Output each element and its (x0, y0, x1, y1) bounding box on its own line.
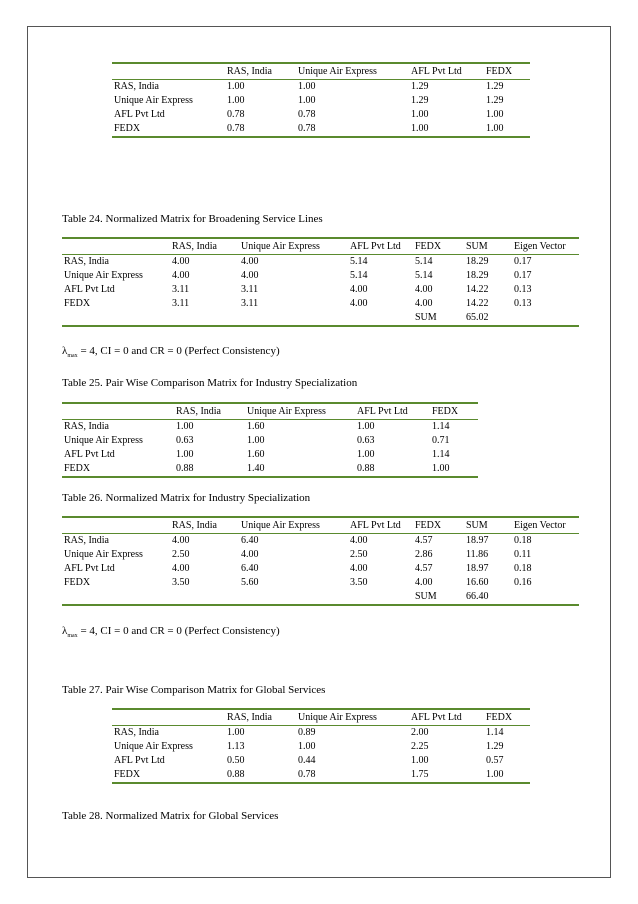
lambda-symbol: λ (62, 345, 68, 357)
table-cell: 1.00 (298, 741, 316, 752)
table-cell (239, 311, 348, 326)
table-cell: 0.18 (514, 535, 532, 546)
table-cell: 2.50 (350, 549, 368, 560)
table-row (62, 562, 579, 576)
table-row (112, 726, 530, 741)
table27-caption: Table 27. Pair Wise Comparison Matrix for Global Services (62, 684, 326, 696)
table-cell: 2.50 (172, 549, 190, 560)
column-header: AFL Pvt Ltd (411, 712, 462, 723)
table-cell: 1.13 (227, 741, 245, 752)
table-cell: 4.00 (415, 298, 433, 309)
table-cell: 1.00 (247, 435, 265, 446)
matrix-table-table25 (62, 402, 478, 478)
table-cell: 1.00 (357, 421, 375, 432)
table-cell: 1.60 (247, 449, 265, 460)
table-row (62, 576, 579, 590)
column-header (62, 517, 170, 534)
table-cell: 0.63 (176, 435, 194, 446)
table-cell: 5.60 (241, 577, 259, 588)
table-cell: 4.00 (172, 270, 190, 281)
row-label: Unique Air Express (64, 435, 143, 446)
column-header: FEDX (432, 406, 459, 417)
table-cell: 1.00 (411, 109, 429, 120)
table-cell: 5.14 (350, 256, 368, 267)
column-header: Unique Air Express (247, 406, 326, 417)
row-label: FEDX (114, 123, 141, 134)
table-cell: 0.71 (432, 435, 450, 446)
table-row (112, 768, 530, 783)
matrix-table-table26 (62, 516, 579, 606)
table26-caption: Table 26. Normalized Matrix for Industry Specialization (62, 492, 311, 504)
table-cell: 1.14 (432, 449, 450, 460)
header-row (112, 63, 530, 80)
table24-caption: Table 24. Normalized Matrix for Broadening Service Lines (62, 213, 323, 225)
table-row (62, 311, 579, 326)
table-cell: 1.29 (411, 95, 429, 106)
table-cell: 0.50 (227, 755, 245, 766)
column-header: Unique Air Express (241, 241, 320, 252)
table-cell: 3.11 (241, 284, 259, 295)
column-header: AFL Pvt Ltd (357, 406, 408, 417)
table-cell: 1.00 (432, 463, 450, 474)
column-header: RAS, India (172, 241, 217, 252)
table-cell: 3.11 (241, 298, 259, 309)
header-row (62, 403, 478, 420)
row-label: RAS, India (64, 421, 109, 432)
lambda-subscript: max (67, 633, 78, 640)
row-label: AFL Pvt Ltd (114, 109, 165, 120)
table-cell: 1.00 (227, 95, 245, 106)
table-cell: 0.78 (298, 769, 316, 780)
table-cell: 65.02 (466, 312, 489, 323)
table-cell: 4.00 (350, 535, 368, 546)
table-cell: 4.00 (350, 284, 368, 295)
table-row (62, 255, 579, 270)
table-cell: 0.88 (357, 463, 375, 474)
table-row (112, 122, 530, 137)
table-row (112, 108, 530, 122)
table-cell: 18.97 (466, 535, 489, 546)
table-cell: 0.17 (514, 270, 532, 281)
table-cell: 5.14 (415, 256, 433, 267)
table-cell: 0.78 (227, 109, 245, 120)
table-cell: 4.57 (415, 563, 433, 574)
row-label: Unique Air Express (64, 270, 143, 281)
table-cell: 1.00 (227, 81, 245, 92)
row-label: RAS, India (114, 81, 159, 92)
column-header: RAS, India (176, 406, 221, 417)
table-row (112, 80, 530, 95)
table-cell (239, 590, 348, 605)
table-cell: 66.40 (466, 591, 489, 602)
column-header: Unique Air Express (241, 520, 320, 531)
table-cell: 1.14 (486, 727, 504, 738)
column-header: RAS, India (227, 712, 272, 723)
table-row (62, 269, 579, 283)
table-cell: 1.29 (486, 741, 504, 752)
header-row (112, 709, 530, 726)
row-label: AFL Pvt Ltd (64, 563, 115, 574)
table-row (62, 420, 478, 435)
table-cell: 4.00 (350, 298, 368, 309)
table-cell: 4.00 (241, 549, 259, 560)
table-cell: 1.00 (176, 449, 194, 460)
table-cell: 1.75 (411, 769, 429, 780)
column-header: FEDX (486, 712, 513, 723)
table-cell: 1.29 (486, 81, 504, 92)
column-header: RAS, India (227, 66, 272, 77)
table-cell: 4.00 (415, 284, 433, 295)
table-cell: 11.86 (466, 549, 489, 560)
table-row (62, 297, 579, 311)
table-cell: 0.13 (514, 298, 532, 309)
table-cell: 4.57 (415, 535, 433, 546)
table-cell: 6.40 (241, 563, 259, 574)
table-cell: 4.00 (350, 563, 368, 574)
row-label: FEDX (114, 769, 141, 780)
table-cell: 0.44 (298, 755, 316, 766)
table-cell: 1.29 (411, 81, 429, 92)
table-cell: 1.00 (486, 109, 504, 120)
table-cell: 18.97 (466, 563, 489, 574)
row-label (62, 590, 170, 605)
table-cell: 2.86 (415, 549, 433, 560)
consistency-formula (62, 345, 280, 359)
matrix-table-table23 (112, 62, 530, 138)
table-cell: 18.29 (466, 256, 489, 267)
row-label: Unique Air Express (64, 549, 143, 560)
column-header: FEDX (486, 66, 513, 77)
column-header: AFL Pvt Ltd (411, 66, 462, 77)
table-cell: 18.29 (466, 270, 489, 281)
table-cell: 0.13 (514, 284, 532, 295)
table-cell: 16.60 (466, 577, 489, 588)
table-cell: 1.00 (298, 95, 316, 106)
table-cell (170, 590, 239, 605)
column-header: AFL Pvt Ltd (350, 241, 401, 252)
table-cell: SUM (415, 312, 437, 323)
row-label: AFL Pvt Ltd (114, 755, 165, 766)
table-cell: 2.00 (411, 727, 429, 738)
table-cell: 0.16 (514, 577, 532, 588)
lambda-subscript: max (67, 353, 78, 360)
row-label: RAS, India (64, 535, 109, 546)
table-cell: 0.78 (298, 109, 316, 120)
row-label: AFL Pvt Ltd (64, 284, 115, 295)
table-cell: SUM (415, 591, 437, 602)
table-cell: 1.00 (411, 755, 429, 766)
table-cell (170, 311, 239, 326)
table-row (112, 740, 530, 754)
table-cell: 4.00 (172, 563, 190, 574)
header-row (62, 517, 579, 534)
table25-caption: Table 25. Pair Wise Comparison Matrix for Industry Specialization (62, 377, 358, 389)
column-header: FEDX (415, 520, 442, 531)
table28-caption: Table 28. Normalized Matrix for Global Services (62, 810, 279, 822)
column-header: SUM (466, 241, 488, 252)
table-cell: 0.78 (227, 123, 245, 134)
row-label: RAS, India (64, 256, 109, 267)
lambda-symbol: λ (62, 625, 68, 637)
column-header: Eigen Vector (514, 520, 566, 531)
matrix-table-table24 (62, 237, 579, 327)
table-cell: 1.00 (486, 123, 504, 134)
column-header (112, 63, 225, 80)
table-row (62, 534, 579, 549)
table-cell: 4.00 (172, 256, 190, 267)
table-cell: 1.00 (486, 769, 504, 780)
table-cell: 0.17 (514, 256, 532, 267)
table-cell: 4.00 (241, 270, 259, 281)
row-label: RAS, India (114, 727, 159, 738)
table-row (62, 434, 478, 448)
table-cell: 3.11 (172, 298, 190, 309)
table-cell: 3.11 (172, 284, 190, 295)
column-header: Unique Air Express (298, 66, 377, 77)
column-header: SUM (466, 520, 488, 531)
table-cell: 6.40 (241, 535, 259, 546)
row-label: Unique Air Express (114, 741, 193, 752)
row-label: Unique Air Express (114, 95, 193, 106)
table-cell: 1.00 (357, 449, 375, 460)
row-label: FEDX (64, 463, 91, 474)
table-cell: 1.29 (486, 95, 504, 106)
table-row (62, 548, 579, 562)
table-cell (512, 311, 579, 326)
column-header: Unique Air Express (298, 712, 377, 723)
table-cell: 0.89 (298, 727, 316, 738)
column-header: Eigen Vector (514, 241, 566, 252)
formula-text: = 4, CI = 0 and CR = 0 (Perfect Consistency) (77, 345, 280, 357)
matrix-table-table27 (112, 708, 530, 784)
column-header (112, 709, 225, 726)
table-row (62, 590, 579, 605)
table-cell: 0.63 (357, 435, 375, 446)
row-label: AFL Pvt Ltd (64, 449, 115, 460)
table-row (62, 448, 478, 462)
table-cell: 0.78 (298, 123, 316, 134)
table-cell: 4.00 (172, 535, 190, 546)
table-cell: 1.40 (247, 463, 265, 474)
table-cell: 1.14 (432, 421, 450, 432)
table-cell: 5.14 (415, 270, 433, 281)
header-row (62, 238, 579, 255)
table-cell: 14.22 (466, 284, 489, 295)
formula-text: = 4, CI = 0 and CR = 0 (Perfect Consistency) (77, 625, 280, 637)
table-cell: 4.00 (415, 577, 433, 588)
table-cell: 5.14 (350, 270, 368, 281)
table-cell: 2.25 (411, 741, 429, 752)
row-label: FEDX (64, 577, 91, 588)
column-header: FEDX (415, 241, 442, 252)
table-row (62, 462, 478, 477)
table-cell (348, 590, 413, 605)
table-cell: 0.57 (486, 755, 504, 766)
table-cell (348, 311, 413, 326)
table-cell: 1.00 (176, 421, 194, 432)
table-cell: 4.00 (241, 256, 259, 267)
table-cell: 1.00 (411, 123, 429, 134)
table-cell: 1.00 (227, 727, 245, 738)
table-cell: 3.50 (172, 577, 190, 588)
table-row (112, 754, 530, 768)
table-cell: 3.50 (350, 577, 368, 588)
table-cell: 14.22 (466, 298, 489, 309)
table-row (62, 283, 579, 297)
column-header: RAS, India (172, 520, 217, 531)
table-cell: 0.88 (176, 463, 194, 474)
row-label (62, 311, 170, 326)
table-cell (512, 590, 579, 605)
column-header (62, 238, 170, 255)
table-cell: 0.88 (227, 769, 245, 780)
row-label: FEDX (64, 298, 91, 309)
column-header: AFL Pvt Ltd (350, 520, 401, 531)
table-cell: 1.60 (247, 421, 265, 432)
table-cell: 1.00 (298, 81, 316, 92)
table-row (112, 94, 530, 108)
consistency-formula-2 (62, 625, 280, 639)
table-cell: 0.11 (514, 549, 532, 560)
table-cell: 0.18 (514, 563, 532, 574)
column-header (62, 403, 174, 420)
